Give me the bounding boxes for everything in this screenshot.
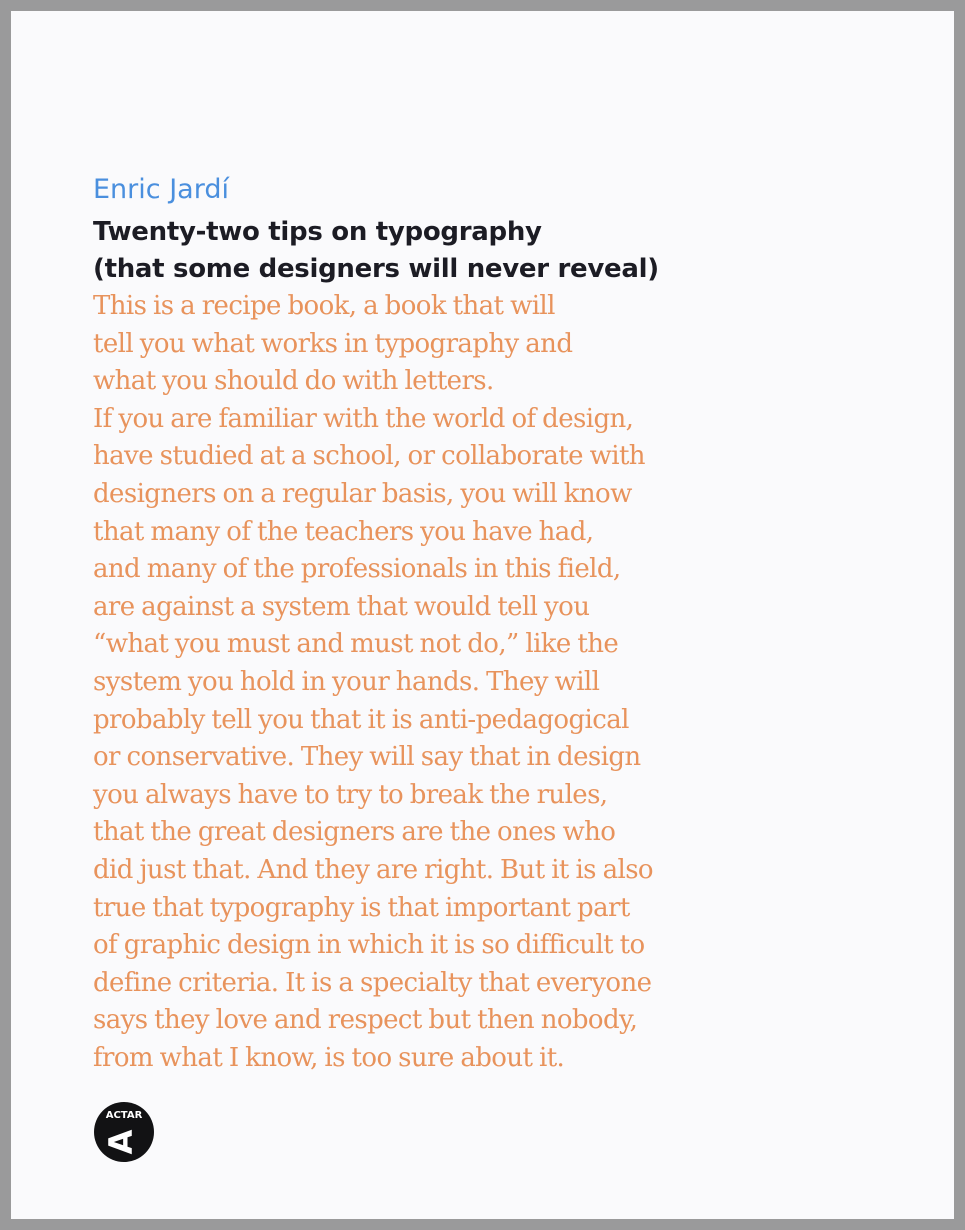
publisher-logo-letter: A — [102, 1129, 140, 1155]
author-name: Enric Jardí — [93, 174, 229, 205]
actar-logo-icon — [93, 1101, 155, 1163]
blurb-line: or conservative. They will say that in design — [93, 742, 641, 773]
blurb-line: true that typography is that important part — [93, 892, 630, 923]
blurb-line: you always have to try to break the rules, — [93, 779, 608, 810]
blurb-line: says they love and respect but then nobody, — [93, 1005, 638, 1036]
cover-blurb — [93, 288, 653, 1077]
blurb-line: tell you what works in typography and — [93, 328, 573, 359]
title-line: (that some designers will never reveal) — [93, 254, 659, 284]
blurb-line: of graphic design in which it is so difficult to — [93, 930, 645, 961]
blurb-line: that many of the teachers you have had, — [93, 516, 594, 547]
blurb-line: and many of the professionals in this field, — [93, 554, 621, 585]
blurb-line: probably tell you that it is anti-pedagogical — [93, 704, 629, 735]
title-line: Twenty-two tips on typography — [93, 217, 542, 247]
blurb-line: define criteria. It is a specialty that everyone — [93, 967, 652, 998]
blurb-line: from what I know, is too sure about it. — [93, 1042, 565, 1073]
book-cover — [11, 11, 954, 1219]
blurb-line: what you should do with letters. — [93, 366, 494, 397]
blurb-line: designers on a regular basis, you will know — [93, 478, 632, 509]
blurb-line: did just that. And they are right. But it is also — [93, 854, 653, 885]
blurb-line: that the great designers are the ones who — [93, 817, 616, 848]
blurb-line: system you hold in your hands. They will — [93, 666, 600, 697]
blurb-line: If you are familiar with the world of design, — [93, 403, 634, 434]
blurb-line: are against a system that would tell you — [93, 591, 590, 622]
publisher-logo-text: ACTAR — [105, 1110, 143, 1121]
blurb-line: This is a recipe book, a book that will — [93, 291, 555, 321]
blurb-line: have studied at a school, or collaborate with — [93, 441, 645, 472]
blurb-line: “what you must and must not do,” like the — [93, 629, 619, 660]
book-title — [93, 214, 659, 288]
